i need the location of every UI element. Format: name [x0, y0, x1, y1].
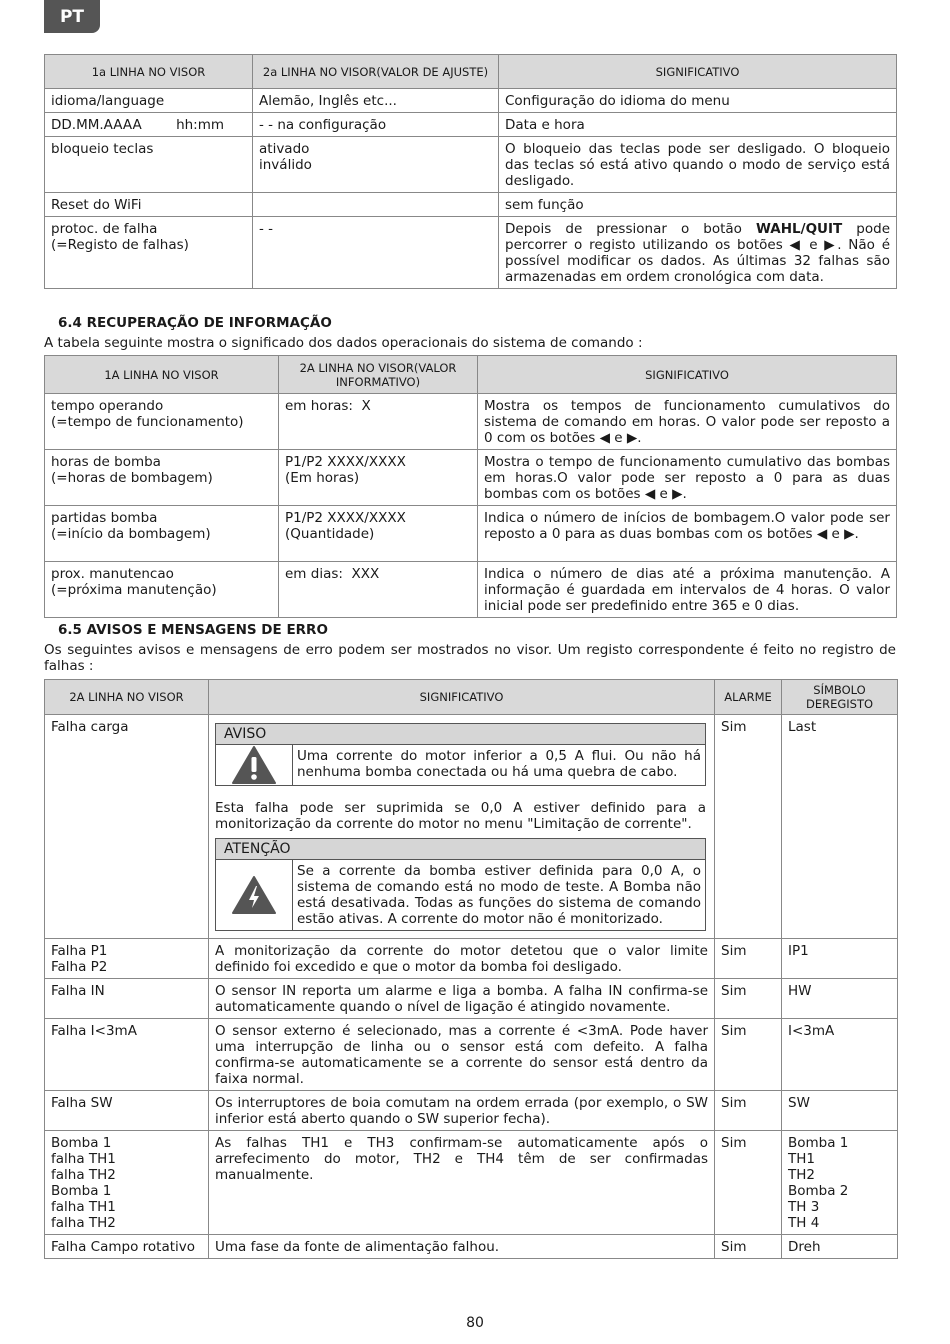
cell-line: DD.MM.AAAA hh:mm — [51, 117, 225, 133]
cell-line: prox. manutencao — [51, 566, 174, 582]
table-row — [45, 562, 897, 618]
caution-box — [215, 838, 706, 931]
meaning-cell: Mostra o tempo de funcionamento cumulativo das bombas em horas.O valor pode ser reposto a 0 para as duas bombas com os botões ◀ e ▶. — [478, 450, 897, 506]
table-row — [45, 506, 897, 562]
symbol-cell — [782, 939, 898, 979]
display-line-cell — [45, 1131, 209, 1235]
display-line-cell — [45, 1091, 209, 1131]
table-row — [45, 1091, 898, 1131]
warning-exclamation-icon — [216, 745, 293, 785]
caution-text: Se a corrente da bomba estiver definida para 0,0 A, o sistema de comando está no modo de teste. A Bomba não está desativada. Todas as funções do sistema de comando estão ativas. A corrente do motor não é monitorizado. — [297, 863, 701, 927]
cell-line: TH 4 — [788, 1215, 820, 1231]
cell-line: falha TH2 — [51, 1167, 116, 1183]
table1-header-col3: SIGNIFICATIVO — [499, 55, 897, 89]
cell-line: Falha IN — [51, 983, 105, 999]
cell-line: - - na configuração — [259, 117, 387, 133]
cell-line: (Em horas) — [285, 470, 360, 486]
display-line-cell — [45, 562, 279, 618]
cell-line: Bomba 2 — [788, 1183, 849, 1199]
cell-line: Alemão, Inglês etc... — [259, 93, 397, 109]
cell-line: SW — [788, 1095, 810, 1111]
display-line-cell — [45, 113, 253, 137]
table2-header-col3: SIGNIFICATIVO — [478, 356, 897, 394]
table-row — [45, 939, 898, 979]
symbol-cell — [782, 1019, 898, 1091]
table3-header-col4: SÍMBOLO DEREGISTO — [782, 680, 898, 715]
meaning-cell: Data e hora — [499, 113, 897, 137]
cell-line: em horas: X — [285, 398, 371, 414]
meaning-cell — [209, 715, 715, 939]
alarm-cell: Sim — [715, 715, 782, 939]
info-table — [44, 355, 897, 618]
error-table — [44, 679, 898, 1259]
meaning-cell: Mostra os tempos de funcionamento cumulativos do sistema de comando em horas. O valor pode ser reposto a 0 com os botões ◀ e ▶. — [478, 394, 897, 450]
meaning-cell: Uma fase da fonte de alimentação falhou. — [209, 1235, 715, 1259]
meaning-cell: As falhas TH1 e TH3 confirmam-se automaticamente após o arrefecimento do motor, TH2 e TH4 têm de ser confirmadas manualmente. — [209, 1131, 715, 1235]
table-row — [45, 89, 897, 113]
info-value-cell — [279, 394, 478, 450]
warning-title: AVISO — [216, 724, 705, 745]
language-tab: PT — [44, 0, 100, 33]
cell-line: Falha SW — [51, 1095, 113, 1111]
meaning-cell: Indica o número de inícios de bombagem.O valor pode ser reposto a 0 para as duas bombas com os botões ◀ e ▶. — [478, 506, 897, 562]
cell-line: P1/P2 XXXX/XXXX — [285, 454, 406, 470]
setting-value-cell — [253, 113, 499, 137]
display-line-cell — [45, 89, 253, 113]
cell-line: (=tempo de funcionamento) — [51, 414, 244, 430]
display-line-cell — [45, 137, 253, 193]
alarm-cell: Sim — [715, 979, 782, 1019]
alarm-cell: Sim — [715, 1131, 782, 1235]
table3-header-col2: SIGNIFICATIVO — [209, 680, 715, 715]
alarm-cell: Sim — [715, 1235, 782, 1259]
display-line-cell — [45, 1235, 209, 1259]
cell-line: I<3mA — [788, 1023, 835, 1039]
cell-line: Reset do WiFi — [51, 197, 142, 213]
cell-line: TH1 — [788, 1151, 815, 1167]
meaning-cell: Os interruptores de boia comutam na ordem errada (por exemplo, o SW inferior está aberto quando o SW superior fecha). — [209, 1091, 715, 1131]
display-line-cell — [45, 979, 209, 1019]
table-row — [45, 217, 897, 289]
cell-line: Falha I<3mA — [51, 1023, 137, 1039]
cell-line: IP1 — [788, 943, 809, 959]
display-line-cell — [45, 450, 279, 506]
section-6-5-title: 6.5 AVISOS E MENSAGENS DE ERRO — [58, 622, 328, 638]
symbol-cell — [782, 1235, 898, 1259]
table-row — [45, 450, 897, 506]
display-line-cell: Falha carga — [45, 715, 209, 939]
table3-header-col1: 2A LINHA NO VISOR — [45, 680, 209, 715]
symbol-cell: Last — [782, 715, 898, 939]
meaning-cell: O sensor IN reporta um alarme e liga a bomba. A falha IN confirma-se automaticamente quando o nível de ligação é atingido novamente. — [209, 979, 715, 1019]
cell-line: (=início da bombagem) — [51, 526, 211, 542]
cell-line: Falha P2 — [51, 959, 108, 975]
alarm-cell: Sim — [715, 939, 782, 979]
meaning-cell: A monitorização da corrente do motor detetou que o valor limite definido foi excedido e que o motor da bomba foi desligado. — [209, 939, 715, 979]
cell-line: bloqueio teclas — [51, 141, 154, 157]
table2-header-col2: 2A LINHA NO VISOR(VALOR INFORMATIVO) — [279, 356, 478, 394]
symbol-cell — [782, 1091, 898, 1131]
caution-title: ATENÇÃO — [216, 839, 705, 860]
meaning-cell: sem função — [499, 193, 897, 217]
cell-line: Bomba 1 — [788, 1135, 849, 1151]
cell-line: ativado — [259, 141, 310, 157]
cell-line: P1/P2 XXXX/XXXX — [285, 510, 406, 526]
cell-line: falha TH1 — [51, 1199, 116, 1215]
cell-line: idioma/language — [51, 93, 165, 109]
table-row — [45, 137, 897, 193]
setting-value-cell — [253, 193, 499, 217]
key-name: WAHL/QUIT — [756, 221, 843, 237]
display-line-cell — [45, 1019, 209, 1091]
cell-line: protoc. de falha — [51, 221, 158, 237]
cell-line: Falha Campo rotativo — [51, 1239, 196, 1255]
cell-line: (=horas de bombagem) — [51, 470, 213, 486]
warning-box — [215, 723, 706, 786]
cell-line: HW — [788, 983, 812, 999]
meaning-cell: O bloqueio das teclas pode ser desligado. O bloqueio das teclas só está ativo quando o modo de serviço está desligado. — [499, 137, 897, 193]
table-row — [45, 979, 898, 1019]
section-6-4-title: 6.4 RECUPERAÇÃO DE INFORMAÇÃO — [58, 315, 332, 331]
alarm-cell: Sim — [715, 1091, 782, 1131]
table-row — [45, 193, 897, 217]
cell-line: Bomba 1 — [51, 1183, 112, 1199]
cell-line: (=Registo de falhas) — [51, 237, 189, 253]
alarm-cell: Sim — [715, 1019, 782, 1091]
section-6-5-intro: Os seguintes avisos e mensagens de erro podem ser mostrados no visor. Um registo correspondente é feito no registro de falhas : — [44, 642, 896, 674]
info-value-cell — [279, 506, 478, 562]
settings-table — [44, 54, 897, 289]
cell-line: inválido — [259, 157, 312, 173]
meaning-cell: Configuração do idioma do menu — [499, 89, 897, 113]
table1-header-col2: 2a LINHA NO VISOR(VALOR DE AJUSTE) — [253, 55, 499, 89]
cell-line: falha TH2 — [51, 1215, 116, 1231]
symbol-cell — [782, 979, 898, 1019]
warning-text: Uma corrente do motor inferior a 0,5 A flui. Ou não há nenhuma bomba conectada ou há uma quebra de cabo. — [297, 748, 701, 780]
cell-line: tempo operando — [51, 398, 164, 414]
cell-line: - - — [259, 221, 274, 237]
table-row — [45, 715, 898, 939]
cell-line: TH 3 — [788, 1199, 820, 1215]
cell-line: em dias: XXX — [285, 566, 380, 582]
cell-line: Falha P1 — [51, 943, 108, 959]
cell-line: (Quantidade) — [285, 526, 375, 542]
suppression-note: Esta falha pode ser suprimida se 0,0 A estiver definido para a monitorização da corrente do motor no menu "Limitação de corrente". — [215, 800, 706, 832]
cell-line: TH2 — [788, 1167, 815, 1183]
table3-header-col3: ALARME — [715, 680, 782, 715]
setting-value-cell — [253, 89, 499, 113]
display-line-cell — [45, 394, 279, 450]
cell-line: (=próxima manutenção) — [51, 582, 217, 598]
meaning-cell: O sensor externo é selecionado, mas a corrente é <3mA. Pode haver uma interrupção de linha ou o sensor está com defeito. A falha confirma-se automaticamente se a corrente do sensor está dentro da faixa normal. — [209, 1019, 715, 1091]
info-value-cell — [279, 562, 478, 618]
cell-line: Dreh — [788, 1239, 821, 1255]
section-6-4-intro: A tabela seguinte mostra o significado dos dados operacionais do sistema de comando : — [44, 335, 643, 351]
table1-header-col1: 1a LINHA NO VISOR — [45, 55, 253, 89]
table-row — [45, 113, 897, 137]
setting-value-cell — [253, 137, 499, 193]
display-line-cell — [45, 193, 253, 217]
table-row — [45, 1235, 898, 1259]
display-line-cell — [45, 217, 253, 289]
table-row — [45, 1131, 898, 1235]
meaning-cell: Depois de pressionar o botão WAHL/QUIT pode percorrer o registo utilizando os botões ◀ e ▶. Não é possível modificar os dados. As últimas 32 falhas são armazenadas em ordem cronológica com data. — [499, 217, 897, 289]
table2-header-col1: 1A LINHA NO VISOR — [45, 356, 279, 394]
cell-line: partidas bomba — [51, 510, 158, 526]
table-row — [45, 394, 897, 450]
symbol-cell — [782, 1131, 898, 1235]
cell-line: horas de bomba — [51, 454, 161, 470]
table-row — [45, 1019, 898, 1091]
display-line-cell — [45, 939, 209, 979]
cell-line: falha TH1 — [51, 1151, 116, 1167]
page-number: 80 — [466, 1315, 484, 1331]
info-value-cell — [279, 450, 478, 506]
electrical-hazard-icon — [216, 860, 293, 930]
setting-value-cell — [253, 217, 499, 289]
meaning-cell: Indica o número de dias até a próxima manutenção. A informação é guardada em intervalos de 4 horas. O valor inicial pode ser predefinido entre 365 e 0 dias. — [478, 562, 897, 618]
display-line-cell — [45, 506, 279, 562]
cell-line: Bomba 1 — [51, 1135, 112, 1151]
